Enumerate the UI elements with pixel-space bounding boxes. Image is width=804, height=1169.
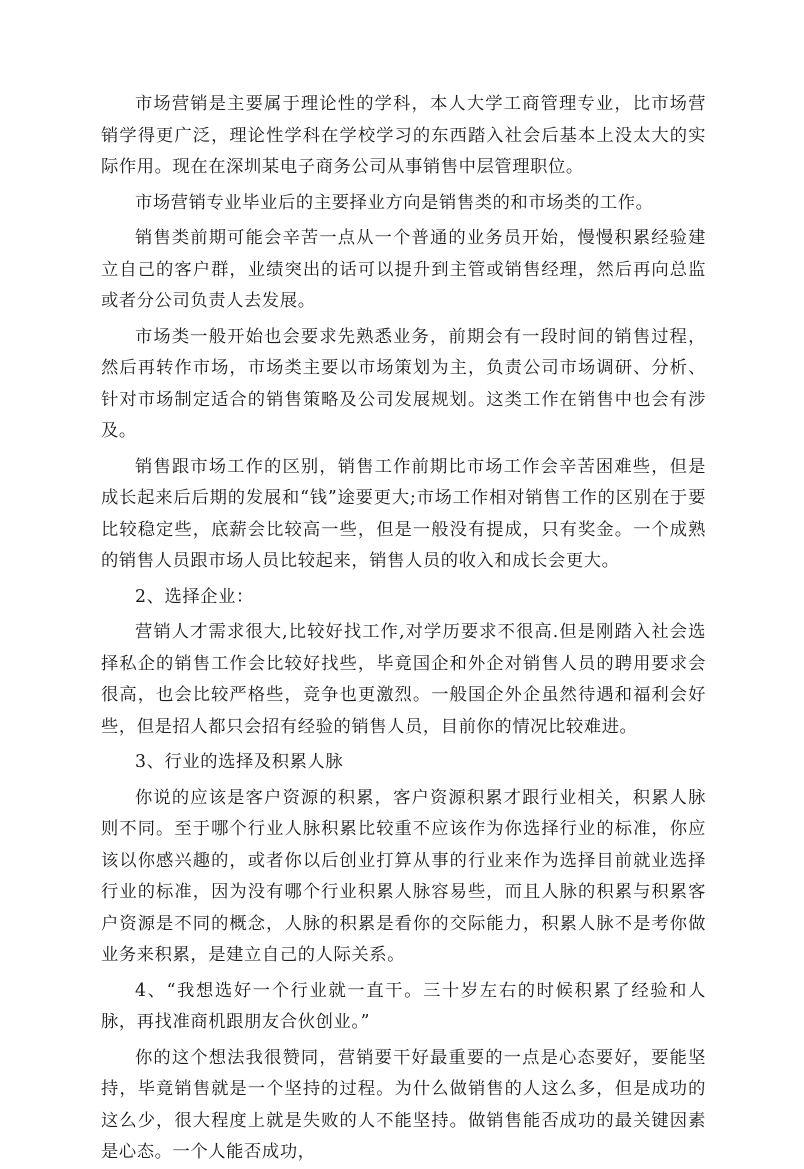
paragraph-intro: 市场营销是主要属于理论性的学科，本人大学工商管理专业，比市场营销学得更广泛，理论性学科在学校学习的东西踏入社会后基本上没太大的实际作用。现在在深圳某电子商务公司从事销售中层管理职位。 <box>101 94 706 177</box>
paragraph-sales-vs-marketing: 销售跟市场工作的区别，销售工作前期比市场工作会辛苦困难些，但是成长起来后后期的发展和“钱”途要更大;市场工作相对销售工作的区别在于要比较稳定些，底薪会比较高一些，但是一般没有提成，只有奖金。一个成熟的销售人员跟市场人员比较起来，销售人员的收入和成长会更大。 <box>101 456 706 571</box>
paragraph-industry-network: 你说的应该是客户资源的积累，客户资源积累才跟行业相关，积累人脉则不同。至于哪个行业人脉积累比较重不应该作为你选择行业的标准，你应该以你感兴趣的，或者你以后创业打算从事的行业来作为选择目前就业选择行业的标准，因为没有哪个行业积累人脉容易些，而且人脉的积累与积累客户资源是不同的概念，人脉的积累是看你的交际能力，积累人脉不是考你做业务来积累，是建立自己的人际关系。 <box>101 787 706 965</box>
paragraph-choose-company: 营销人才需求很大,比较好找工作,对学历要求不很高.但是刚踏入社会选择私企的销售工作会比较好找些，毕竟国企和外企对销售人员的聘用要求会很高，也会比较严格些，竞争也更激烈。一般国企外企虽然待遇和福利会好些，但是招人都只会招有经验的销售人员，目前你的情况比较难进。 <box>101 622 706 737</box>
paragraph-marketing-path: 市场类一般开始也会要求先熟悉业务，前期会有一段时间的销售过程，然后再转作市场，市场类主要以市场策划为主，负责公司市场调研、分析、针对市场制定适合的销售策略及公司发展规划。这类工作在销售中也会有涉及。 <box>101 326 706 441</box>
paragraph-mindset: 你的这个想法我很赞同，营销要干好最重要的一点是心态要好，要能坚持，毕竟销售就是一个坚持的过程。为什么做销售的人这么多，但是成功的这么少，很大程度上就是失败的人不能坚持。做销售能否成功的最关键因素是心态。一个人能否成功， <box>101 1047 706 1162</box>
paragraph-career-direction: 市场营销专业毕业后的主要择业方向是销售类的和市场类的工作。 <box>135 192 654 213</box>
section-heading-choose-company: 2、选择企业： <box>135 586 254 607</box>
paragraph-sales-path: 销售类前期可能会辛苦一点从一个普通的业务员开始，慢慢积累经验建立自己的客户群，业绩突出的话可以提升到主管或销售经理，然后再向总监或者分公司负责人去发展。 <box>101 228 706 311</box>
section-heading-industry-network: 3、行业的选择及积累人脉 <box>135 752 344 772</box>
document-body <box>101 89 706 1169</box>
section-heading-quote: 4、“我想选好一个行业就一直干。三十岁左右的时候积累了经验和人脉，再找准商机跟朋友合伙创业。” <box>101 980 706 1032</box>
